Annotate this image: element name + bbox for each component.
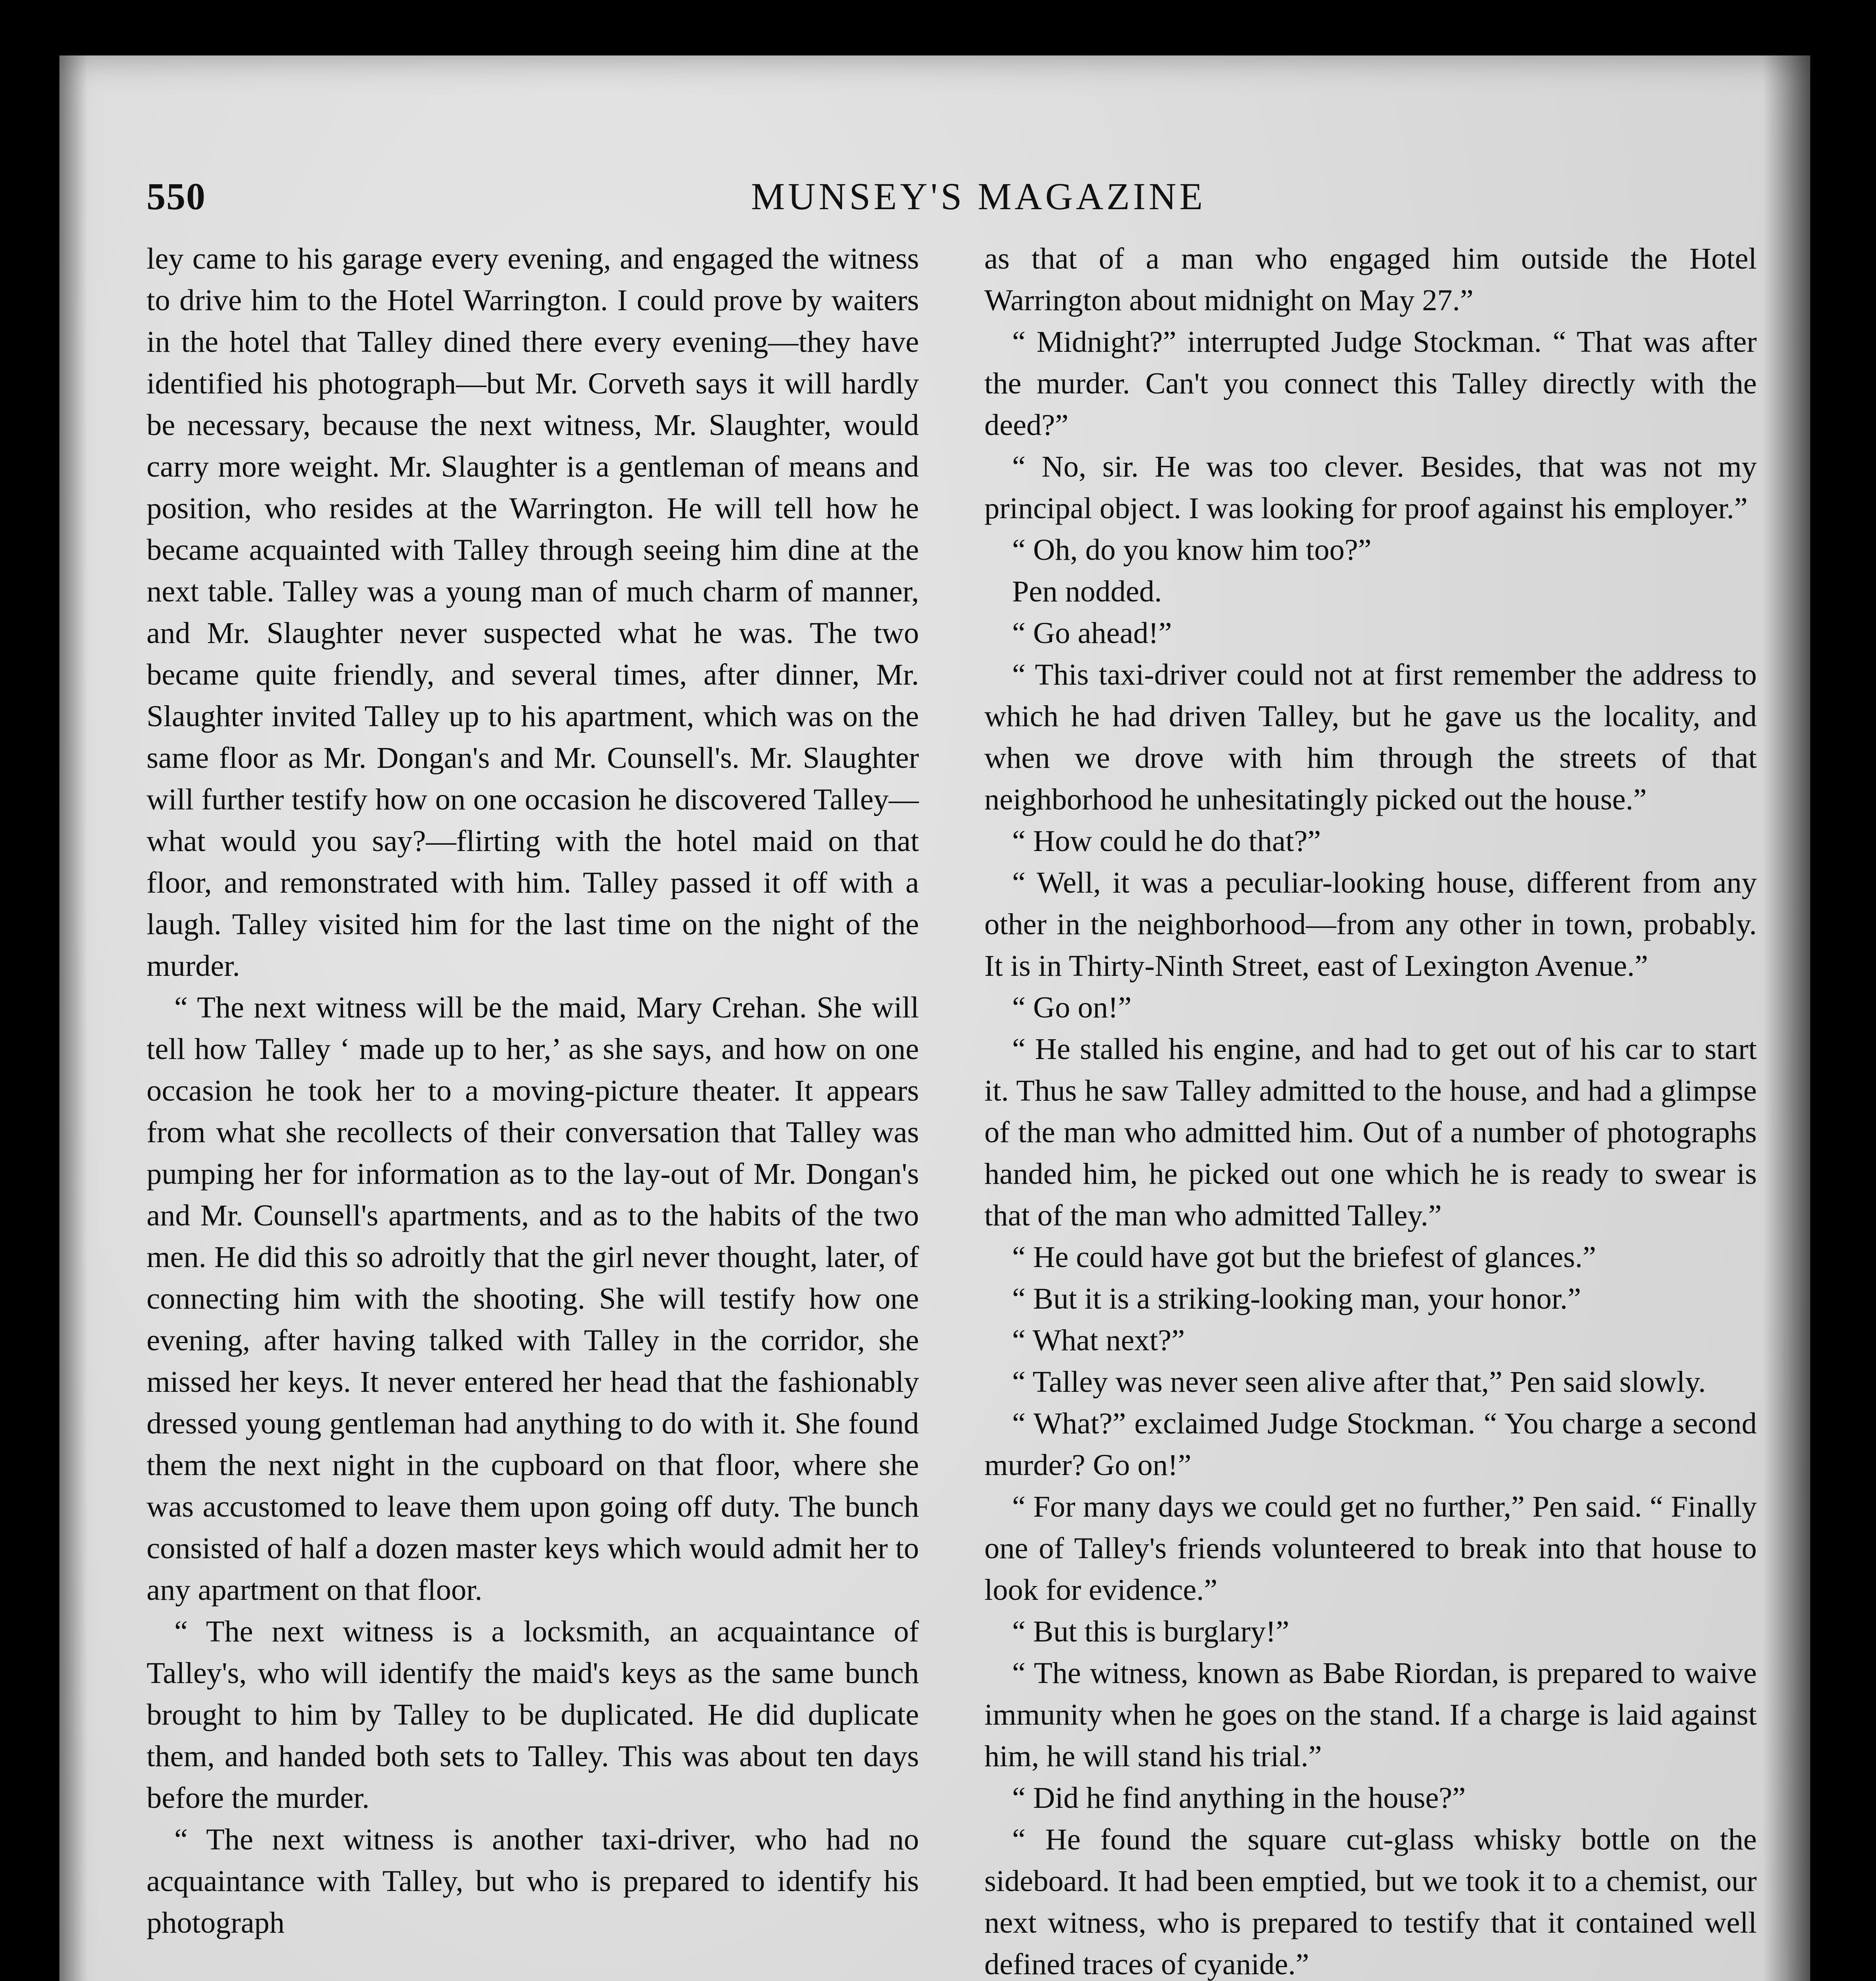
paragraph: “ The witness, known as Babe Riordan, is prepared to waive immunity when he goes on the stand. If a charge is laid against him, he will stand his trial.” [984,1656,1757,1773]
page-shadow-left [59,55,87,1981]
page-number: 550 [147,175,206,218]
left-column [147,238,919,1981]
paragraph: “ The next witness is another taxi-driver, who had no acquaintance with Talley, but who is prepared to identify his photograph [147,1823,919,1939]
paragraph: “ What next?” [1012,1323,1185,1357]
page-header [147,174,1739,230]
running-head: MUNSEY'S MAGAZINE [751,175,1206,218]
paragraph: “ Did he find anything in the house?” [1012,1781,1466,1815]
paragraph: “ Go ahead!” [1012,616,1172,650]
paragraph: “ Midnight?” interrupted Judge Stockman. “ That was after the murder. Can't you connect this Talley directly with the deed?” [984,325,1757,442]
paragraph: “ The next witness will be the maid, Mary Crehan. She will tell how Talley ‘ made up to her,’ as she says, and how on one occasion he took her to a moving-picture theater. It appears from what she recollects of their conversation that Talley was pumping her for information as to the lay-out of Mr. Dongan's and Mr. Counsell's apartments, and as to the habits of the two men. He did this so adroitly that the girl never thought, later, of connecting him with the shooting. She will testify how one evening, after having talked with Talley in the corridor, she missed her keys. It never entered her head that the fashionably dressed young gentleman had anything to do with it. She found them the next night in the cupboard on that floor, where she was accustomed to leave them upon going off duty. The bunch consisted of half a dozen master keys which would admit her to any apartment on that floor. [147,990,919,1607]
paragraph: Pen nodded. [1012,574,1162,608]
paragraph: “ How could he do that?” [1012,824,1321,858]
paragraph: “ But it is a striking-looking man, your honor.” [1012,1282,1581,1315]
paragraph: “ For many days we could get no further,” Pen said. “ Finally one of Talley's friends volunteered to break into that house to look for evidence.” [984,1490,1757,1607]
paragraph: “ Oh, do you know him too?” [1012,533,1372,567]
paragraph: “ The next witness is a locksmith, an acquaintance of Talley's, who will identify the maid's keys as the same bunch brought to him by Talley to be duplicated. He did duplicate them, and handed both sets to Talley. This was about ten days before the murder. [147,1615,919,1815]
right-column [984,238,1757,1981]
paragraph: “ This taxi-driver could not at first remember the address to which he had driven Talley, but he gave us the locality, and when we drove with him through the streets of that neighborhood he unhesitatingly picked out the house.” [984,658,1757,816]
paragraph: as that of a man who engaged him outside the Hotel Warrington about midnight on May 27.” [984,242,1757,317]
paragraph: “ But this is burglary!” [1012,1615,1289,1648]
paragraph: ley came to his garage every evening, and engaged the witness to drive him to the Hotel Warrington. I could prove by waiters in the hotel that Talley dined there every evening—they have identified his photograph—but Mr. Corveth says it will hardly be necessary, because the next witness, Mr. Slaughter, would carry more weight. Mr. Slaughter is a gentleman of means and position, who resides at the Warrington. He will tell how he became acquainted with Talley through seeing him dine at the next table. Talley was a young man of much charm of manner, and Mr. Slaughter never suspected what he was. The two became quite friendly, and several times, after dinner, Mr. Slaughter invited Talley up to his apartment, which was on the same floor as Mr. Dongan's and Mr. Counsell's. Mr. Slaughter will further testify how on one occasion he discovered Talley—what would you say?—flirting with the hotel maid on that floor, and remonstrated with him. Talley passed it off with a laugh. Talley visited him for the last time on the night of the murder. [147,242,919,983]
paragraph: “ He stalled his engine, and had to get out of his car to start it. Thus he saw Talley admitted to the house, and had a glimpse of the man who admitted him. Out of a number of photographs handed him, he picked out one which he is ready to swear is that of the man who admitted Talley.” [984,1032,1757,1232]
paragraph: “ Go on!” [1012,990,1132,1024]
page-shadow-right [1763,55,1810,1981]
paragraph: “ He could have got but the briefest of glances.” [1012,1240,1596,1274]
paragraph: “ He found the square cut-glass whisky bottle on the sideboard. It had been emptied, but we took it to a chemist, our next witness, who is prepared to testify that it contained well defined traces of cyanide.” [984,1823,1757,1981]
paragraph: “ No, sir. He was too clever. Besides, that was not my principal object. I was looking for proof against his employer.” [984,450,1757,525]
text-columns [147,238,1755,1981]
paragraph: “ What?” exclaimed Judge Stockman. “ You charge a second murder? Go on!” [984,1407,1757,1482]
paragraph: “ Well, it was a peculiar-looking house, different from any other in the neighborhood—from any other in town, probably. It is in Thirty-Ninth Street, east of Lexington Avenue.” [984,866,1757,983]
paragraph: “ Talley was never seen alive after that,” Pen said slowly. [1012,1365,1706,1399]
